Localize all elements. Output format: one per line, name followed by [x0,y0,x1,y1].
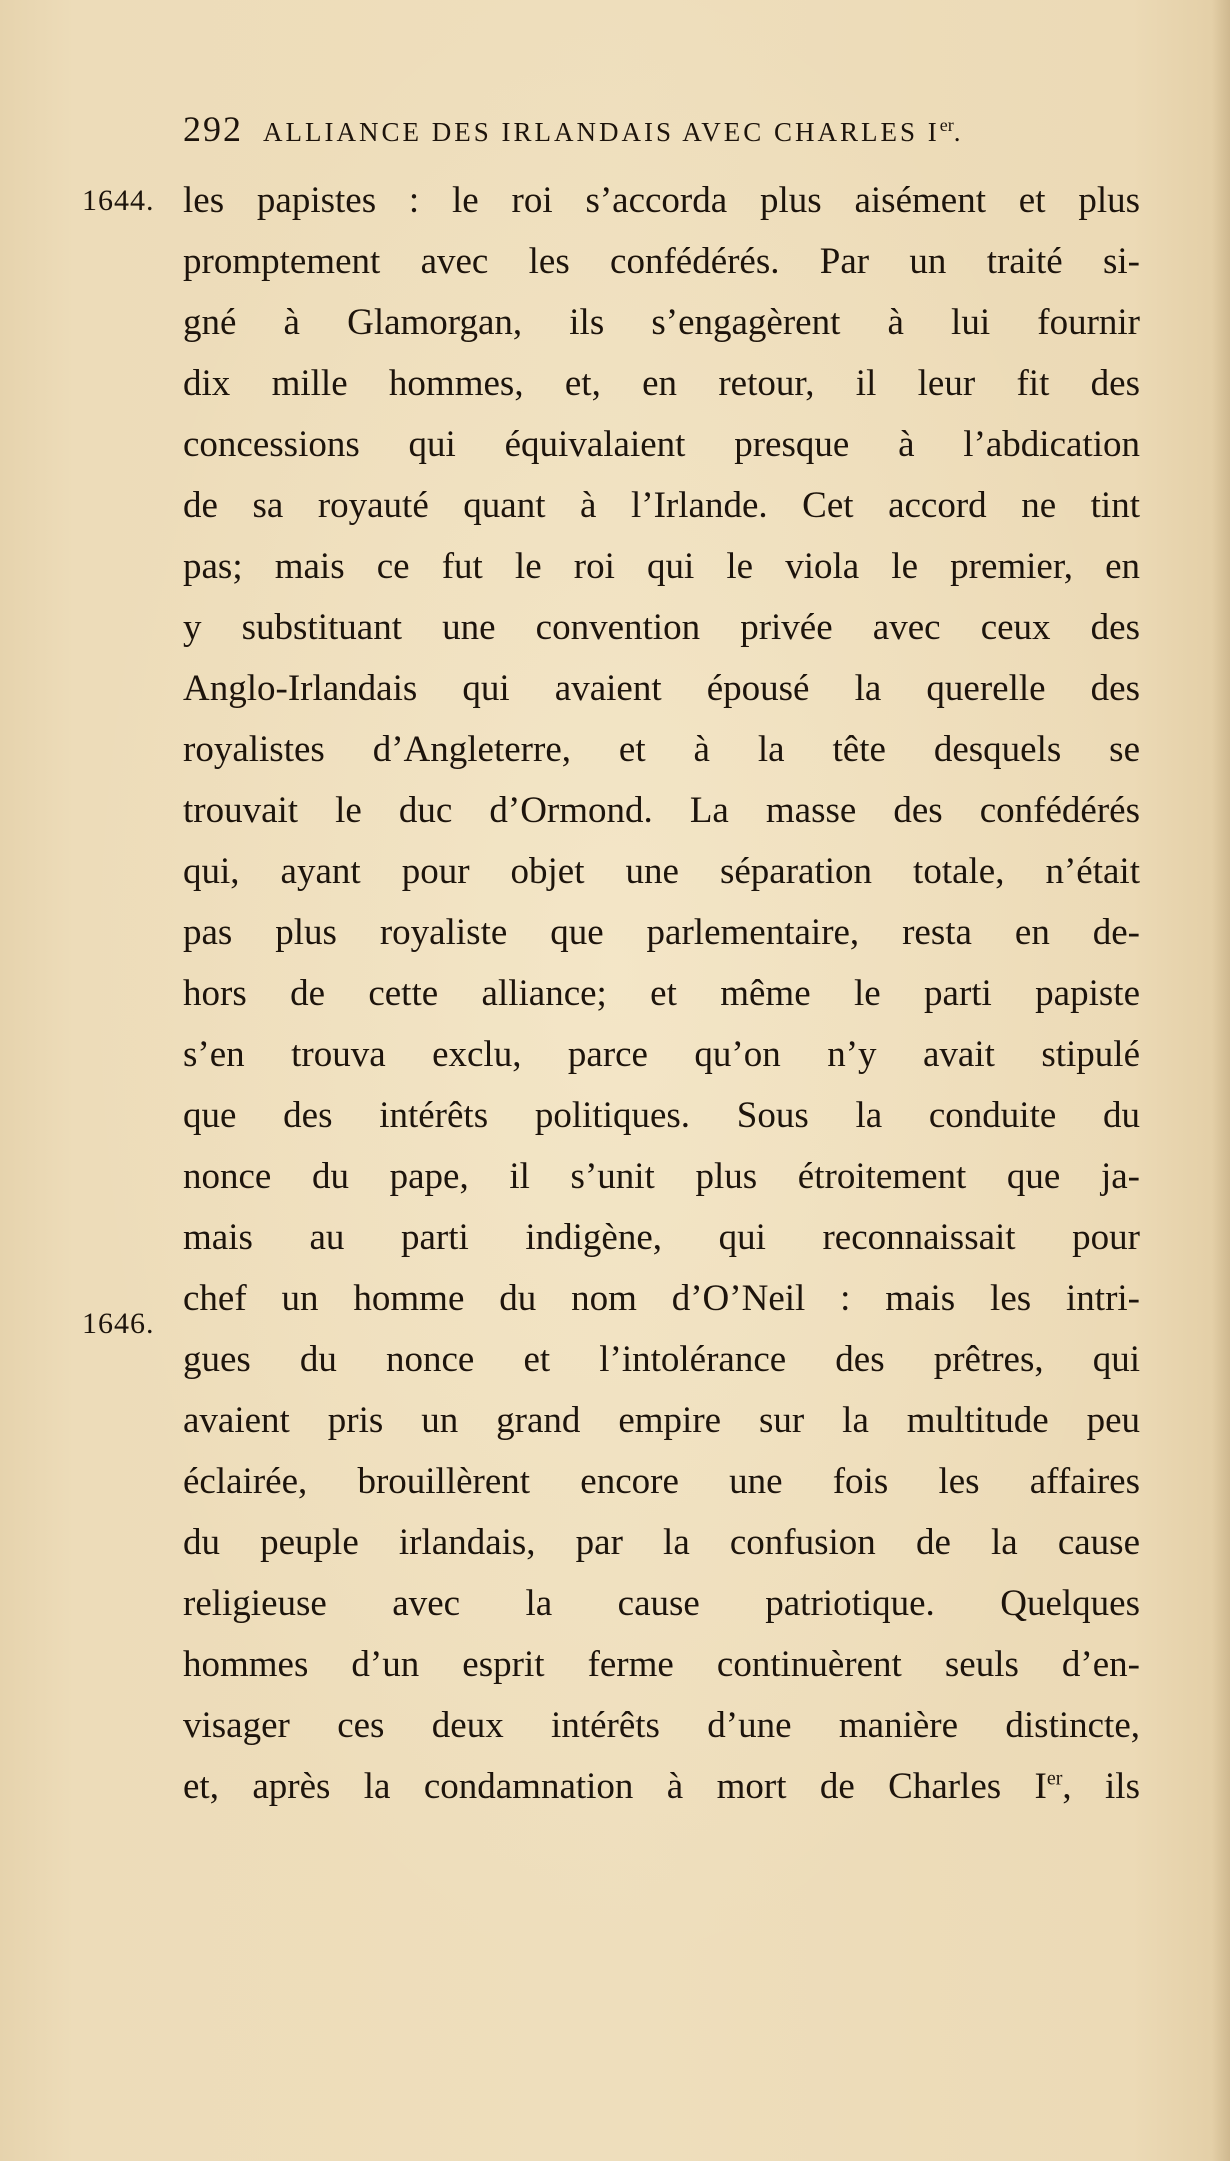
text-line: hors de cette alliance; et même le parti papiste [183,973,1140,1014]
text-line: que des intérêts politiques. Sous la conduite du [183,1095,1140,1136]
text-line: gues du nonce et l’intolérance des prêtres, qui [183,1339,1140,1380]
text-line: visager ces deux intérêts d’une manière distincte, [183,1705,1140,1746]
text-line: qui, ayant pour objet une séparation totale, n’était [183,851,1140,892]
text-line: pas plus royaliste que parlementaire, resta en de- [183,912,1140,953]
text-line: de sa royauté quant à l’Irlande. Cet accord ne tint [183,485,1140,526]
text-line: concessions qui équivalaient presque à l’abdication [183,424,1140,465]
text-line: nonce du pape, il s’unit plus étroitement que ja- [183,1156,1140,1197]
running-title-end: . [953,117,964,147]
page-edge-shadow [1212,0,1230,2161]
running-title [263,117,964,147]
text-line: hommes d’un esprit ferme continuèrent seuls d’en- [183,1644,1140,1685]
last-line-text: et, après la condamnation à mort de Charles I [183,1766,1047,1807]
last-line-tail: , ils [1062,1766,1140,1807]
text-line: y substituant une convention privée avec ceux des [183,607,1140,648]
text-line-last [183,1756,1140,1817]
text-line: trouvait le duc d’Ormond. La masse des confédérés [183,790,1140,831]
text-line: pas; mais ce fut le roi qui le viola le premier, en [183,546,1140,587]
page-number: 292 [183,109,243,149]
text-line: dix mille hommes, et, en retour, il leur fit des [183,363,1140,404]
text-line: promptement avec les confédérés. Par un traité si- [183,241,1140,282]
margin-date: 1644. [82,184,155,217]
text-line: royalistes d’Angleterre, et à la tête desquels se [183,729,1140,770]
text-line: avaient pris un grand empire sur la multitude peu [183,1400,1140,1441]
text-line: gné à Glamorgan, ils s’engagèrent à lui fournir [183,302,1140,343]
text-line: Anglo-Irlandais qui avaient épousé la querelle des [183,668,1140,709]
text-line: religieuse avec la cause patriotique. Quelques [183,1583,1140,1624]
text-line: s’en trouva exclu, parce qu’on n’y avait stipulé [183,1034,1140,1075]
text-line: les papistes : le roi s’accorda plus aisément et plus [183,180,1140,221]
margin-date: 1646. [82,1307,155,1340]
body-text [183,170,1140,1817]
text-line: mais au parti indigène, qui reconnaissait pour [183,1217,1140,1258]
running-title-superscript: er [939,115,954,135]
text-line: chef un homme du nom d’O’Neil : mais les intri- [183,1278,1140,1319]
text-line: éclairée, brouillèrent encore une fois les affaires [183,1461,1140,1502]
text-line: du peuple irlandais, par la confusion de la cause [183,1522,1140,1563]
page-header [183,108,1133,158]
running-title-text: ALLIANCE DES IRLANDAIS AVEC CHARLES I [263,117,940,147]
last-line-superscript: er [1046,1767,1063,1790]
